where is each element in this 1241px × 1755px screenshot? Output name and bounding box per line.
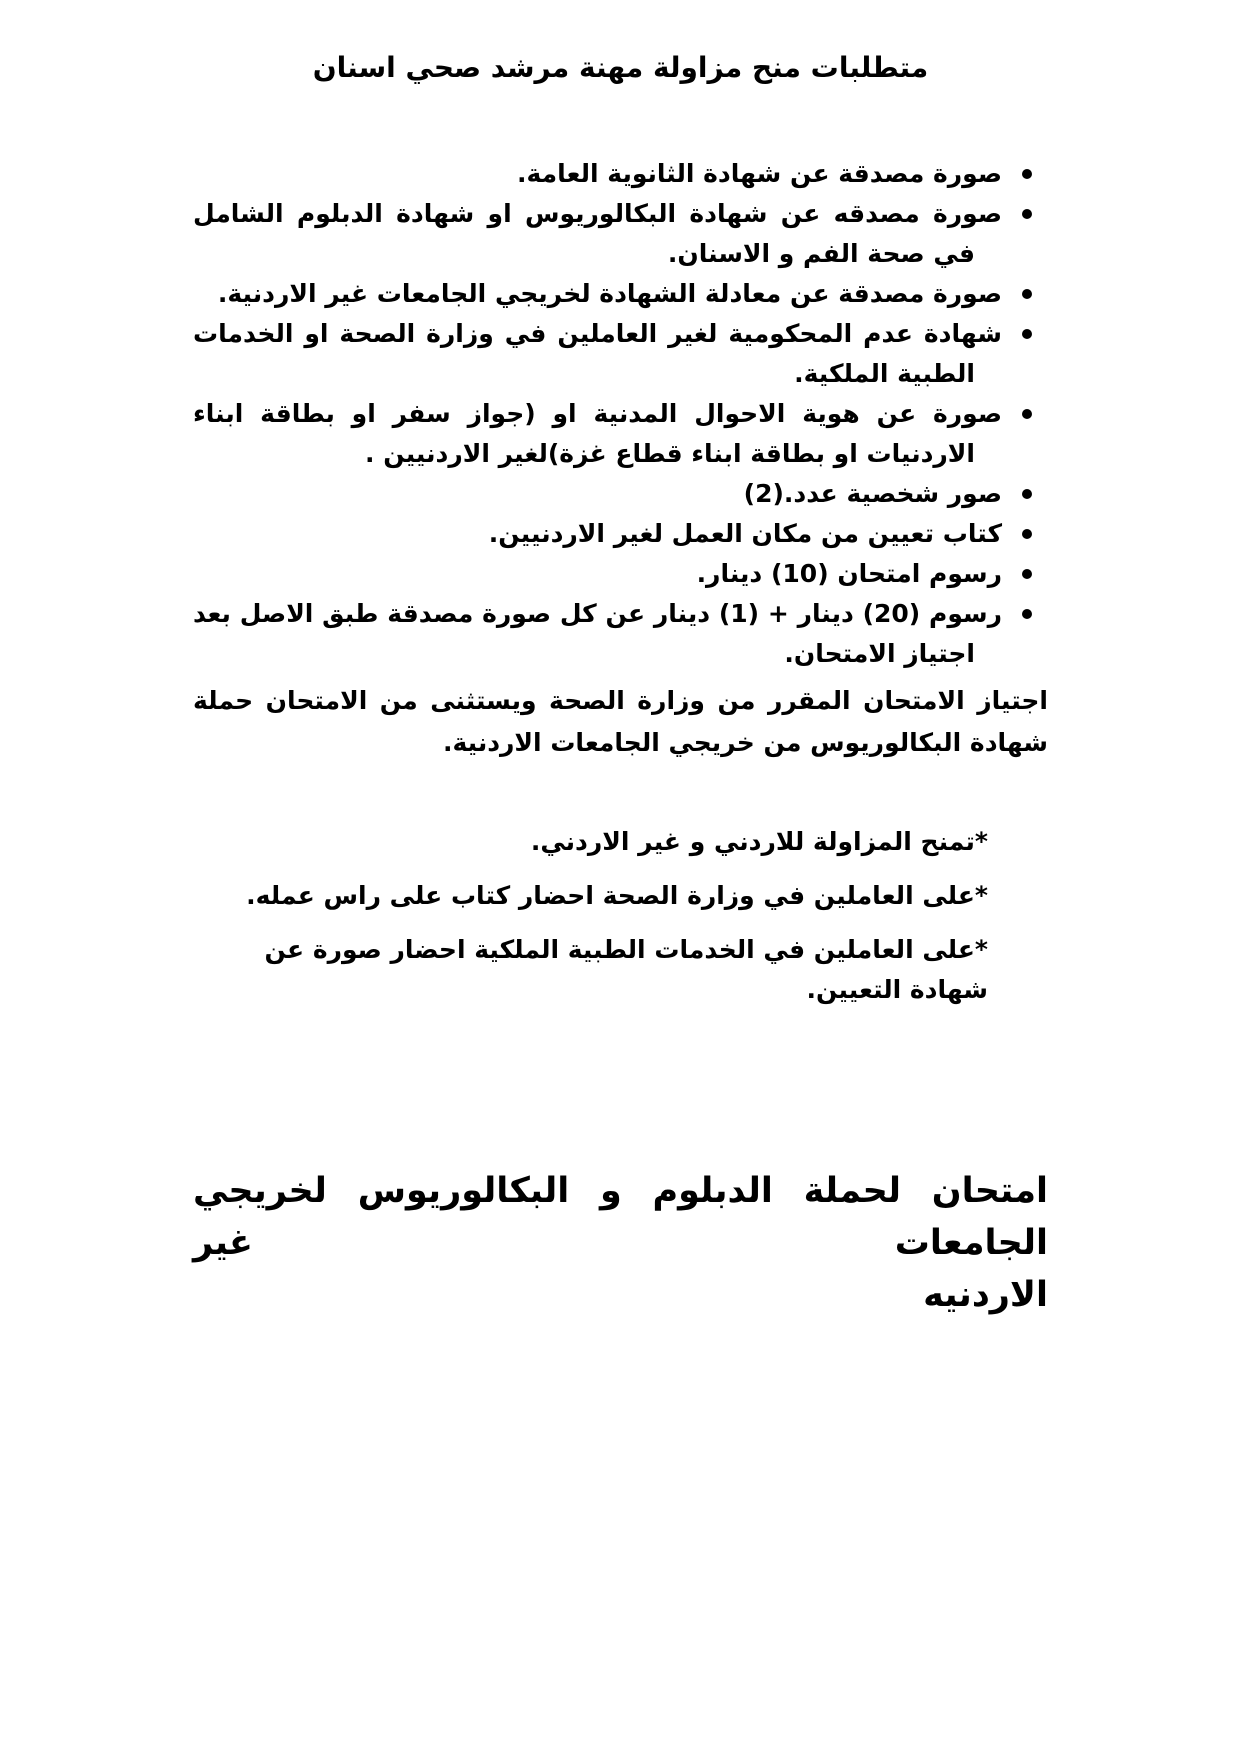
requirement-item xyxy=(193,594,1048,674)
requirement-text: صور شخصية عدد.(2) xyxy=(743,479,1002,508)
requirement-item xyxy=(193,314,1048,394)
bullet-icon xyxy=(1022,289,1032,299)
requirement-item xyxy=(193,474,1048,514)
requirement-item xyxy=(193,194,1048,274)
exam-note-paragraph: اجتياز الامتحان المقرر من وزارة الصحة ويستثنى من الامتحان حملة شهادة البكالوريوس من خريجي الجامعات الاردنية. xyxy=(193,686,1048,757)
requirement-text: رسوم (20) دينار + (1) دينار عن كل صورة مصدقة طبق الاصل بعد اجتياز الامتحان. xyxy=(193,599,1002,668)
requirement-text: رسوم امتحان (10) دينار. xyxy=(696,559,1002,588)
requirement-text: صورة مصدقه عن شهادة البكالوريوس او شهادة الدبلوم الشامل في صحة الفم و الاسنان. xyxy=(193,199,1002,268)
requirement-item xyxy=(193,554,1048,594)
bullet-icon xyxy=(1022,529,1032,539)
requirement-text: صورة مصدقة عن شهادة الثانوية العامة. xyxy=(517,159,1002,188)
footnote: *على العاملين في وزارة الصحة احضار كتاب على راس عمله. xyxy=(246,881,988,910)
requirement-item xyxy=(193,274,1048,314)
bullet-icon xyxy=(1022,609,1032,619)
footnote: *على العاملين في الخدمات الطبية الملكية احضار صورة عن شهادة التعيين. xyxy=(264,935,988,1004)
requirement-item xyxy=(193,514,1048,554)
requirement-text: صورة عن هوية الاحوال المدنية او (جواز سفر او بطاقة ابناء الاردنيات او بطاقة ابناء قطاع غزة)لغير الاردنيين . xyxy=(193,399,1002,468)
document-title: متطلبات منح مزاولة مهنة مرشد صحي اسنان xyxy=(312,51,929,84)
requirement-text: كتاب تعيين من مكان العمل لغير الاردنيين. xyxy=(488,519,1002,548)
requirement-item xyxy=(193,394,1048,474)
bullet-icon xyxy=(1022,209,1032,219)
bullet-icon xyxy=(1022,489,1032,499)
bullet-icon xyxy=(1022,169,1032,179)
footnote: *تمنح المزاولة للاردني و غير الاردني. xyxy=(530,827,988,856)
footnotes-section xyxy=(193,822,1048,1010)
exam-heading-line2: الاردنيه xyxy=(923,1275,1048,1315)
exam-heading-line1: امتحان لحملة الدبلوم و البكالوريوس لخريجي الجامعات غير xyxy=(193,1171,1048,1263)
bullet-icon xyxy=(1022,569,1032,579)
exam-heading xyxy=(193,1165,1048,1321)
bullet-icon xyxy=(1022,329,1032,339)
bullet-icon xyxy=(1022,409,1032,419)
requirement-text: صورة مصدقة عن معادلة الشهادة لخريجي الجامعات غير الاردنية. xyxy=(217,279,1002,308)
requirement-text: شهادة عدم المحكومية لغير العاملين في وزارة الصحة او الخدمات الطبية الملكية. xyxy=(193,319,1002,388)
requirement-item xyxy=(193,154,1048,194)
requirements-list xyxy=(193,154,1048,674)
